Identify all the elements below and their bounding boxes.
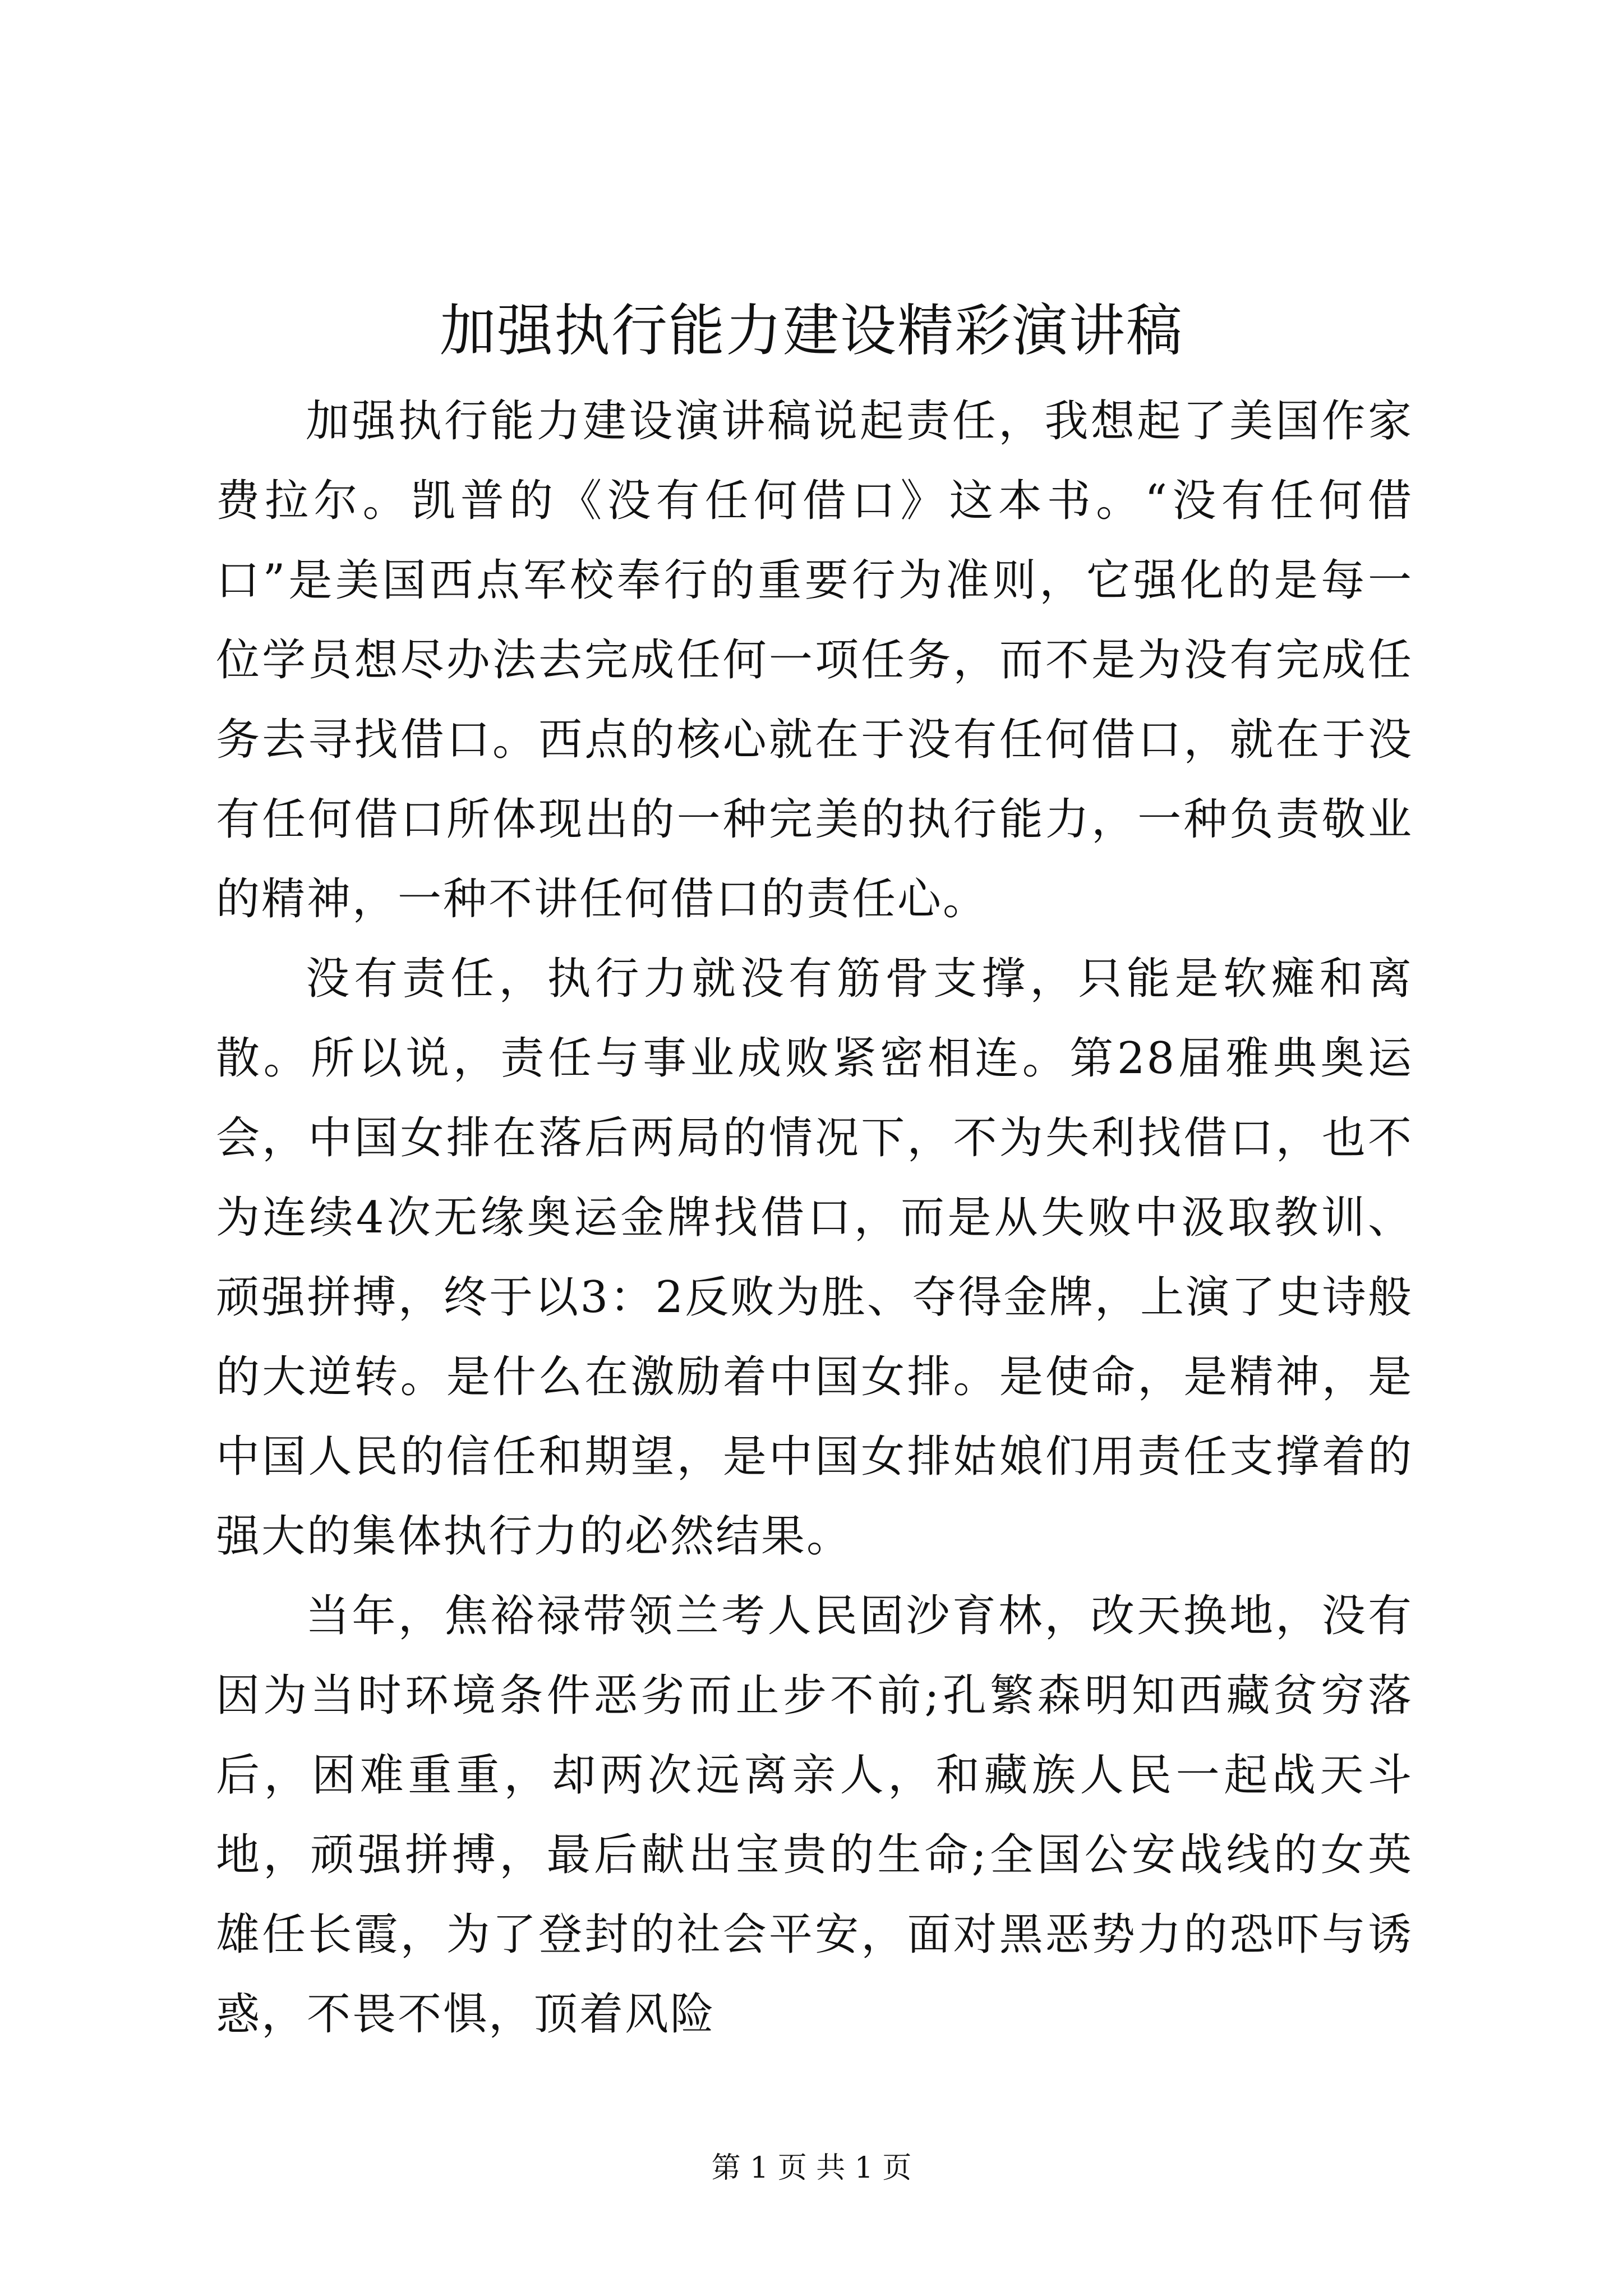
document-title: 加强执行能力建设精彩演讲稿 — [440, 298, 1183, 364]
paragraph-3: 当年，焦裕禄带领兰考人民固沙育林，改天换地，没有因为当时环境条件恶劣而止步不前;孔繁森明知西藏贫穷落后，困难重重，却两次远离亲人，和藏族人民一起战天斗地，顽强拼搏，最后献出宝贵的生命;全国公安战线的女英雄任长霞，为了登封的社会平安，面对黑恶势力的恐吓与诱惑，不畏不惧，顶着风险 — [216, 1591, 1413, 2040]
paragraph-2: 没有责任，执行力就没有筋骨支撑，只能是软瘫和离散。所以说，责任与事业成败紧密相连。第28届雅典奥运会，中国女排在落后两局的情况下，不为失利找借口，也不为连续4次无缘奥运金牌找借口，而是从失败中汲取教训、顽强拼搏，终于以3：2反败为胜、夺得金牌，上演了史诗般的大逆转。是什么在激励着中国女排。是使命，是精神，是中国人民的信任和期望，是中国女排姑娘们用责任支撑着的强大的集体执行力的必然结果。 — [216, 954, 1413, 1562]
paragraph-1: 加强执行能力建设演讲稿说起责任，我想起了美国作家费拉尔。凯普的《没有任何借口》这本书。“没有任何借口”是美国西点军校奉行的重要行为准则，它强化的是每一位学员想尽办法去完成任何一项任务，而不是为没有完成任务去寻找借口。西点的核心就在于没有任何借口，就在于没有任何借口所体现出的一种完美的执行能力，一种负责敬业的精神，一种不讲任何借口的责任心。 — [216, 396, 1413, 924]
page-footer: 第 1 页 共 1 页 — [711, 2151, 912, 2185]
document-body — [216, 381, 1413, 2054]
